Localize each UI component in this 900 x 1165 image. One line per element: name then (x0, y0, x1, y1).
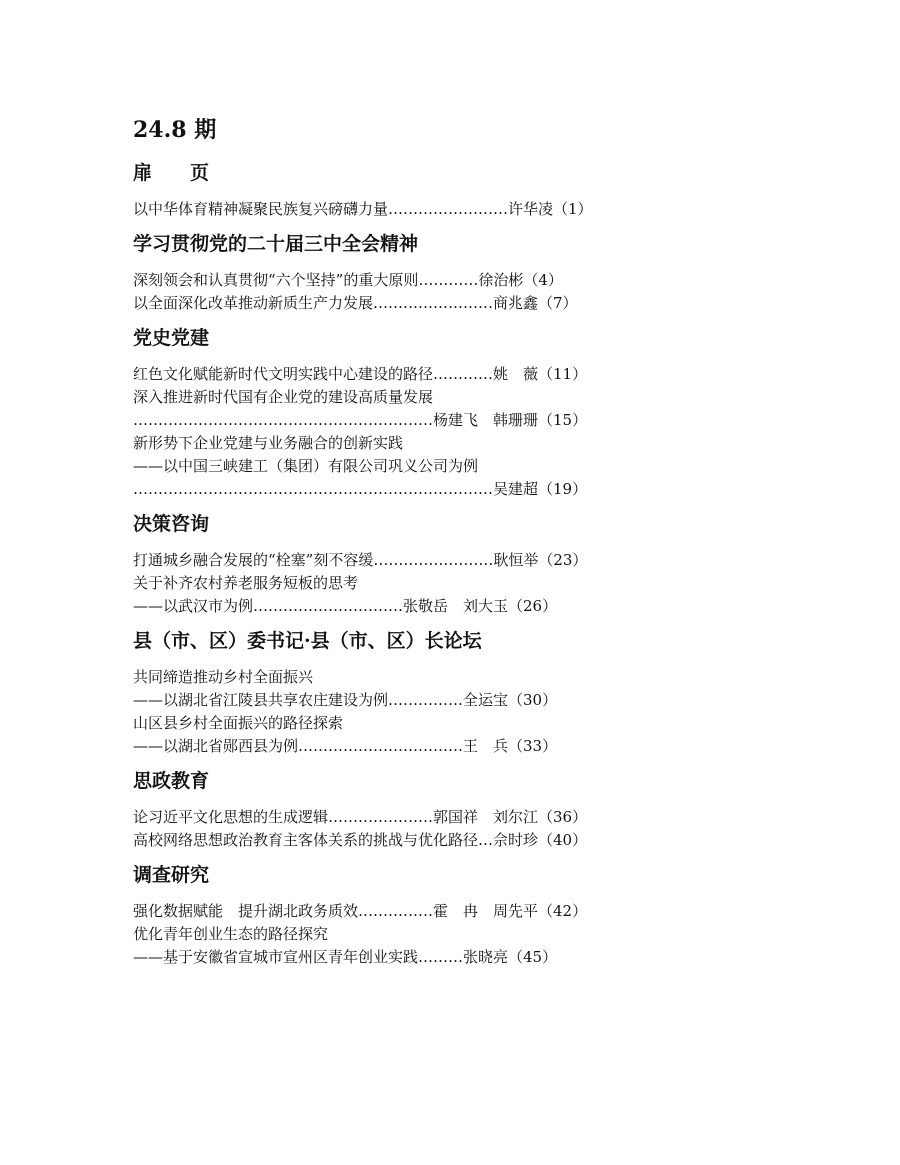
toc-entry (133, 829, 753, 852)
toc-entry-line: 关于补齐农村养老服务短板的思考 (133, 574, 359, 592)
toc-entry-line: 强化数据赋能 提升湖北政务质效……………霍 冉 周先平（42） (133, 902, 588, 920)
toc-entry-line: 打通城乡融合发展的“栓塞”刻不容缓……………………耿恒举（23） (133, 551, 588, 569)
section (133, 158, 753, 221)
section-title: 思政教育 (133, 770, 210, 792)
toc-entry-line: ……………………………………………………杨建飞 韩珊珊（15） (133, 411, 588, 429)
toc-entry (133, 666, 753, 712)
toc-entry-line: 红色文化赋能新时代文明实践中心建设的路径…………姚 薇（11） (133, 365, 588, 383)
section-title: 决策咨询 (133, 513, 210, 535)
toc-entry-line: 共同缔造推动乡村全面振兴 (133, 668, 314, 686)
toc-entry-line: 新形势下企业党建与业务融合的创新实践 (133, 434, 404, 452)
issue-title: 24.8 期 (133, 117, 217, 143)
toc-entry-line: ——以武汉市为例…………………………张敬岳 刘大玉（26） (133, 597, 558, 615)
table-of-contents (133, 110, 753, 969)
sections-container (133, 158, 753, 969)
toc-entry-line: ——以湖北省郧西县为例……………………………王 兵（33） (133, 737, 558, 755)
toc-entry (133, 549, 753, 572)
section (133, 626, 753, 758)
toc-entry-line: 以全面深化改革推动新质生产力发展……………………商兆鑫（7） (133, 294, 578, 312)
toc-entry (133, 269, 753, 292)
toc-entry (133, 900, 753, 923)
toc-entry-line: 深刻领会和认真贯彻“六个坚持”的重大原则…………徐治彬（4） (133, 271, 563, 289)
toc-entry (133, 923, 753, 969)
toc-entry-line: 优化青年创业生态的路径探究 (133, 925, 329, 943)
toc-entry (133, 386, 753, 432)
toc-entry-line: 论习近平文化思想的生成逻辑…………………郭国祥 刘尔江（36） (133, 808, 588, 826)
toc-entry-line: 以中华体育精神凝聚民族复兴磅礴力量……………………许华凌（1） (133, 200, 593, 218)
toc-entry (133, 806, 753, 829)
toc-entry-line: ——以中国三峡建工（集团）有限公司巩义公司为例 (133, 457, 479, 475)
section (133, 229, 753, 315)
toc-entry (133, 432, 753, 501)
section-title: 县（市、区）委书记·县（市、区）长论坛 (133, 630, 482, 652)
section-title: 调查研究 (133, 864, 210, 886)
toc-entry (133, 363, 753, 386)
section-title: 党史党建 (133, 327, 210, 349)
toc-entry-line: ——基于安徽省宣城市宣州区青年创业实践………张晓亮（45） (133, 948, 558, 966)
section (133, 766, 753, 852)
toc-entry-line: ………………………………………………………………吴建超（19） (133, 480, 588, 498)
section (133, 509, 753, 618)
section-title: 学习贯彻党的二十届三中全会精神 (133, 233, 419, 255)
toc-entry-line: 山区县乡村全面振兴的路径探索 (133, 714, 344, 732)
toc-entry (133, 712, 753, 758)
toc-entry (133, 572, 753, 618)
toc-entry-line: 高校网络思想政治教育主客体关系的挑战与优化路径…佘时珍（40） (133, 831, 588, 849)
toc-entry-line: ——以湖北省江陵县共享农庄建设为例……………全运宝（30） (133, 691, 558, 709)
toc-entry-line: 深入推进新时代国有企业党的建设高质量发展 (133, 388, 434, 406)
section-title: 扉 页 (133, 162, 210, 184)
toc-entry (133, 198, 753, 221)
section (133, 860, 753, 969)
toc-entry (133, 292, 753, 315)
section (133, 323, 753, 501)
